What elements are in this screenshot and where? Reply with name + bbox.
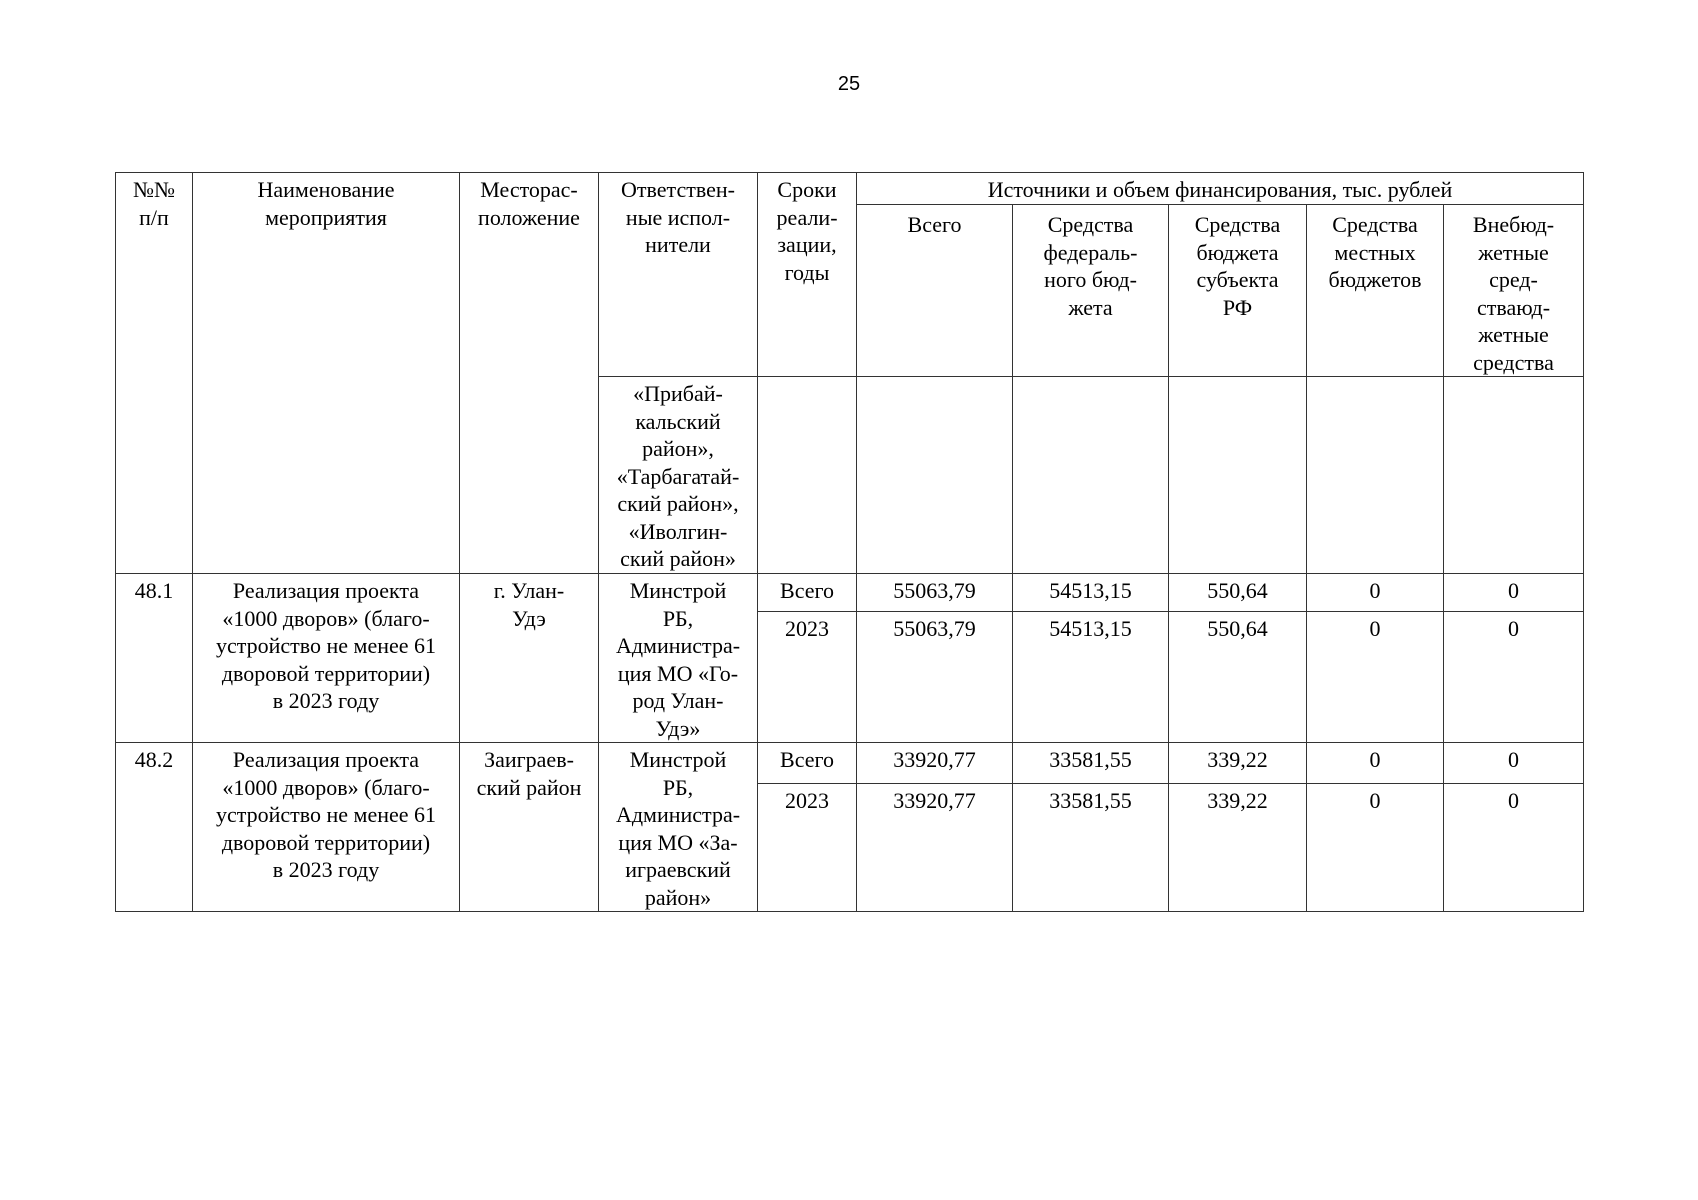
- row-num: 48.2: [116, 743, 193, 912]
- row-federal: 33581,55: [1013, 784, 1169, 912]
- row-total: 33920,77: [857, 784, 1013, 912]
- financing-table: [115, 172, 1584, 912]
- continuation-empty-cell: [1013, 377, 1169, 574]
- row-local: 0: [1307, 743, 1444, 784]
- row-responsible: Минстрой РБ, Администра- ция МО «За- играевский район»: [599, 743, 758, 912]
- header-responsible: Ответствен- ные испол- нители: [599, 173, 758, 377]
- table-row: [116, 574, 1584, 612]
- continuation-empty-cell: [758, 377, 857, 574]
- row-local: 0: [1307, 574, 1444, 612]
- row-total: 33920,77: [857, 743, 1013, 784]
- row-total: 55063,79: [857, 612, 1013, 743]
- row-period: Всего: [758, 743, 857, 784]
- continuation-empty-cell: [1444, 377, 1584, 574]
- row-name: Реализация проекта «1000 дворов» (благо- устройство не менее 61 дворовой территории) в 2023 году: [193, 574, 460, 743]
- row-location: Заиграев- ский район: [460, 743, 599, 912]
- header-terms: Сроки реали- зации, годы: [758, 173, 857, 377]
- row-local: 0: [1307, 612, 1444, 743]
- row-subject: 550,64: [1169, 612, 1307, 743]
- header-local: Средства местных бюджетов: [1307, 205, 1444, 377]
- header-extra: Внебюд- жетные сред- стваюд- жетные средства: [1444, 205, 1584, 377]
- continuation-empty-cell: [1169, 377, 1307, 574]
- row-subject: 339,22: [1169, 784, 1307, 912]
- row-extra: 0: [1444, 612, 1584, 743]
- row-extra: 0: [1444, 784, 1584, 912]
- continuation-empty-cell: [1307, 377, 1444, 574]
- row-period: 2023: [758, 784, 857, 912]
- row-extra: 0: [1444, 574, 1584, 612]
- row-local: 0: [1307, 784, 1444, 912]
- row-subject: 339,22: [1169, 743, 1307, 784]
- row-location: г. Улан- Удэ: [460, 574, 599, 743]
- row-extra: 0: [1444, 743, 1584, 784]
- continuation-empty-cell: [857, 377, 1013, 574]
- row-federal: 54513,15: [1013, 574, 1169, 612]
- row-num: 48.1: [116, 574, 193, 743]
- row-federal: 33581,55: [1013, 743, 1169, 784]
- header-num: №№ п/п: [116, 173, 193, 574]
- row-name: Реализация проекта «1000 дворов» (благо- устройство не менее 61 дворовой территории) в 2023 году: [193, 743, 460, 912]
- header-location: Месторас- положение: [460, 173, 599, 574]
- row-period: Всего: [758, 574, 857, 612]
- header-federal: Средства федераль- ного бюд- жета: [1013, 205, 1169, 377]
- row-federal: 54513,15: [1013, 612, 1169, 743]
- row-subject: 550,64: [1169, 574, 1307, 612]
- header-funding: Источники и объем финансирования, тыс. рублей: [857, 173, 1584, 205]
- continuation-responsible: «Прибай- кальский район», «Тарбагатай- ский район», «Иволгин- ский район»: [599, 377, 758, 574]
- header-row-1: [116, 173, 1584, 205]
- table-row: [116, 743, 1584, 784]
- row-total: 55063,79: [857, 574, 1013, 612]
- header-name: Наименование мероприятия: [193, 173, 460, 574]
- row-responsible: Минстрой РБ, Администра- ция МО «Го- род Улан- Удэ»: [599, 574, 758, 743]
- header-subject: Средства бюджета субъекта РФ: [1169, 205, 1307, 377]
- row-period: 2023: [758, 612, 857, 743]
- page-number: 25: [837, 73, 861, 95]
- header-total: Всего: [857, 205, 1013, 377]
